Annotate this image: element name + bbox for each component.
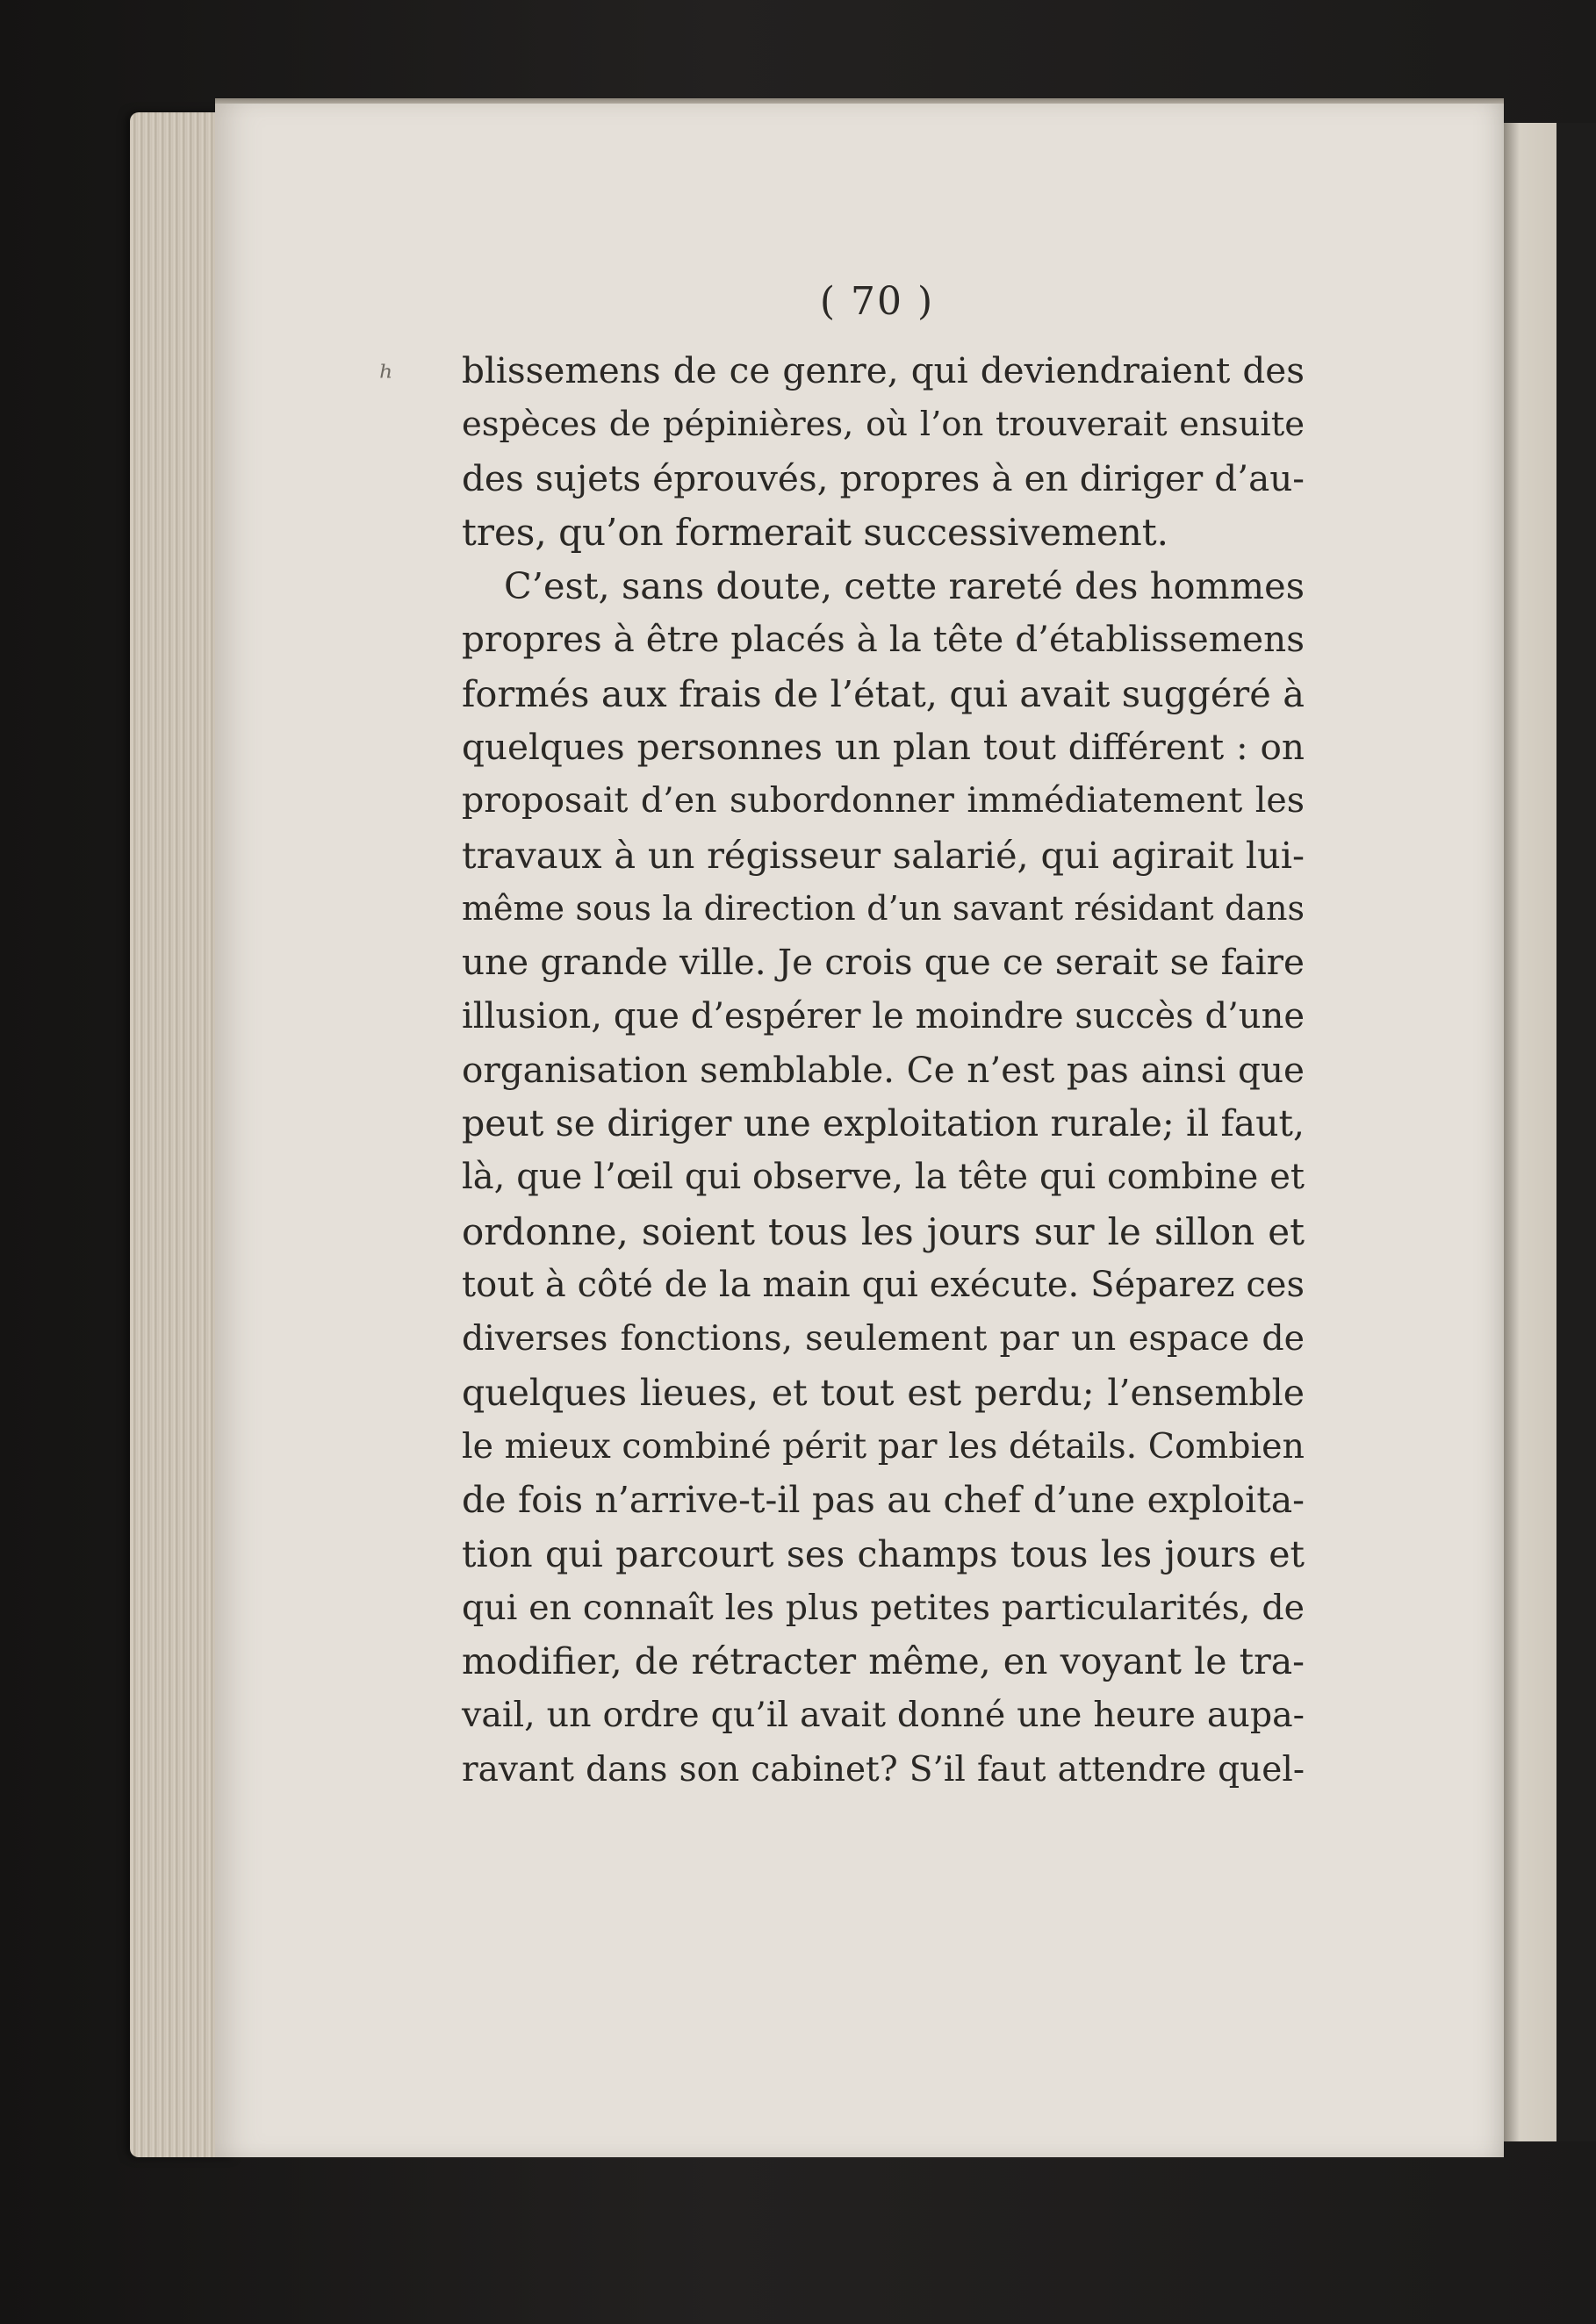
page-number-container xyxy=(0,279,1596,324)
text-line: peut se diriger une exploitation rurale; il faut, xyxy=(462,1102,1305,1145)
text-line: travaux à un régisseur salarié, qui agirait lui- xyxy=(462,833,1305,877)
text-line: proposait d’en subordonner immédiatement les xyxy=(462,780,1305,821)
page-body-text xyxy=(462,344,1305,1797)
text-line: organisation semblable. Ce n’est pas ainsi que xyxy=(462,1048,1305,1091)
text-line: propres à être placés à la tête d’établissemens xyxy=(462,618,1305,661)
text-line: ordonne, soient tous les jours sur le sillon et xyxy=(462,1209,1305,1253)
text-line: illusion, que d’espérer le moindre succès d’une xyxy=(462,995,1305,1036)
scan-right-border xyxy=(1556,123,1596,2141)
text-line: des sujets éprouvés, propres à en diriger d’au- xyxy=(462,456,1305,499)
text-line: quelques personnes un plan tout différent : on xyxy=(462,726,1305,769)
text-line: le mieux combiné périt par les détails. Combien xyxy=(462,1425,1305,1467)
text-line: ravant dans son cabinet? S’il faut attendre quel- xyxy=(462,1749,1305,1790)
text-line: formés aux frais de l’état, qui avait suggéré à xyxy=(462,671,1305,715)
text-line: modifier, de rétracter même, en voyant le tra- xyxy=(462,1640,1305,1683)
text-line: qui en connaît les plus petites particularités, de xyxy=(462,1587,1305,1628)
text-line: espèces de pépinières, où l’on trouverait ensuite xyxy=(462,405,1305,445)
text-line: là, que l’œil qui observe, la tête qui combine et xyxy=(462,1157,1305,1198)
text-line: même sous la direction d’un savant résidant dans xyxy=(462,888,1305,928)
text-line: une grande ville. Je crois que ce serait se faire xyxy=(462,941,1305,984)
text-line: tout à côté de la main qui exécute. Séparez ces xyxy=(462,1265,1305,1306)
text-line: tres, qu’on formerait successivement. xyxy=(462,510,1168,554)
text-line: diverses fonctions, seulement par un espace de xyxy=(462,1318,1305,1359)
text-line: tion qui parcourt ses champs tous les jours et xyxy=(462,1532,1305,1575)
text-line: vail, un ordre qu’il avait donné une heure aupa- xyxy=(462,1695,1305,1736)
text-line: de fois n’arrive-t-il pas au chef d’une exploita- xyxy=(462,1479,1305,1522)
text-line: quelques lieues, et tout est perdu; l’ensemble xyxy=(462,1371,1305,1414)
margin-annotation: ʰ xyxy=(379,358,394,397)
page-number: ( 70 ) xyxy=(819,279,935,324)
text-line: C’est, sans doute, cette rareté des hommes xyxy=(504,564,1305,608)
facing-page-edge xyxy=(1504,123,1556,2141)
text-line: blissemens de ce genre, qui deviendraient des xyxy=(462,349,1305,391)
